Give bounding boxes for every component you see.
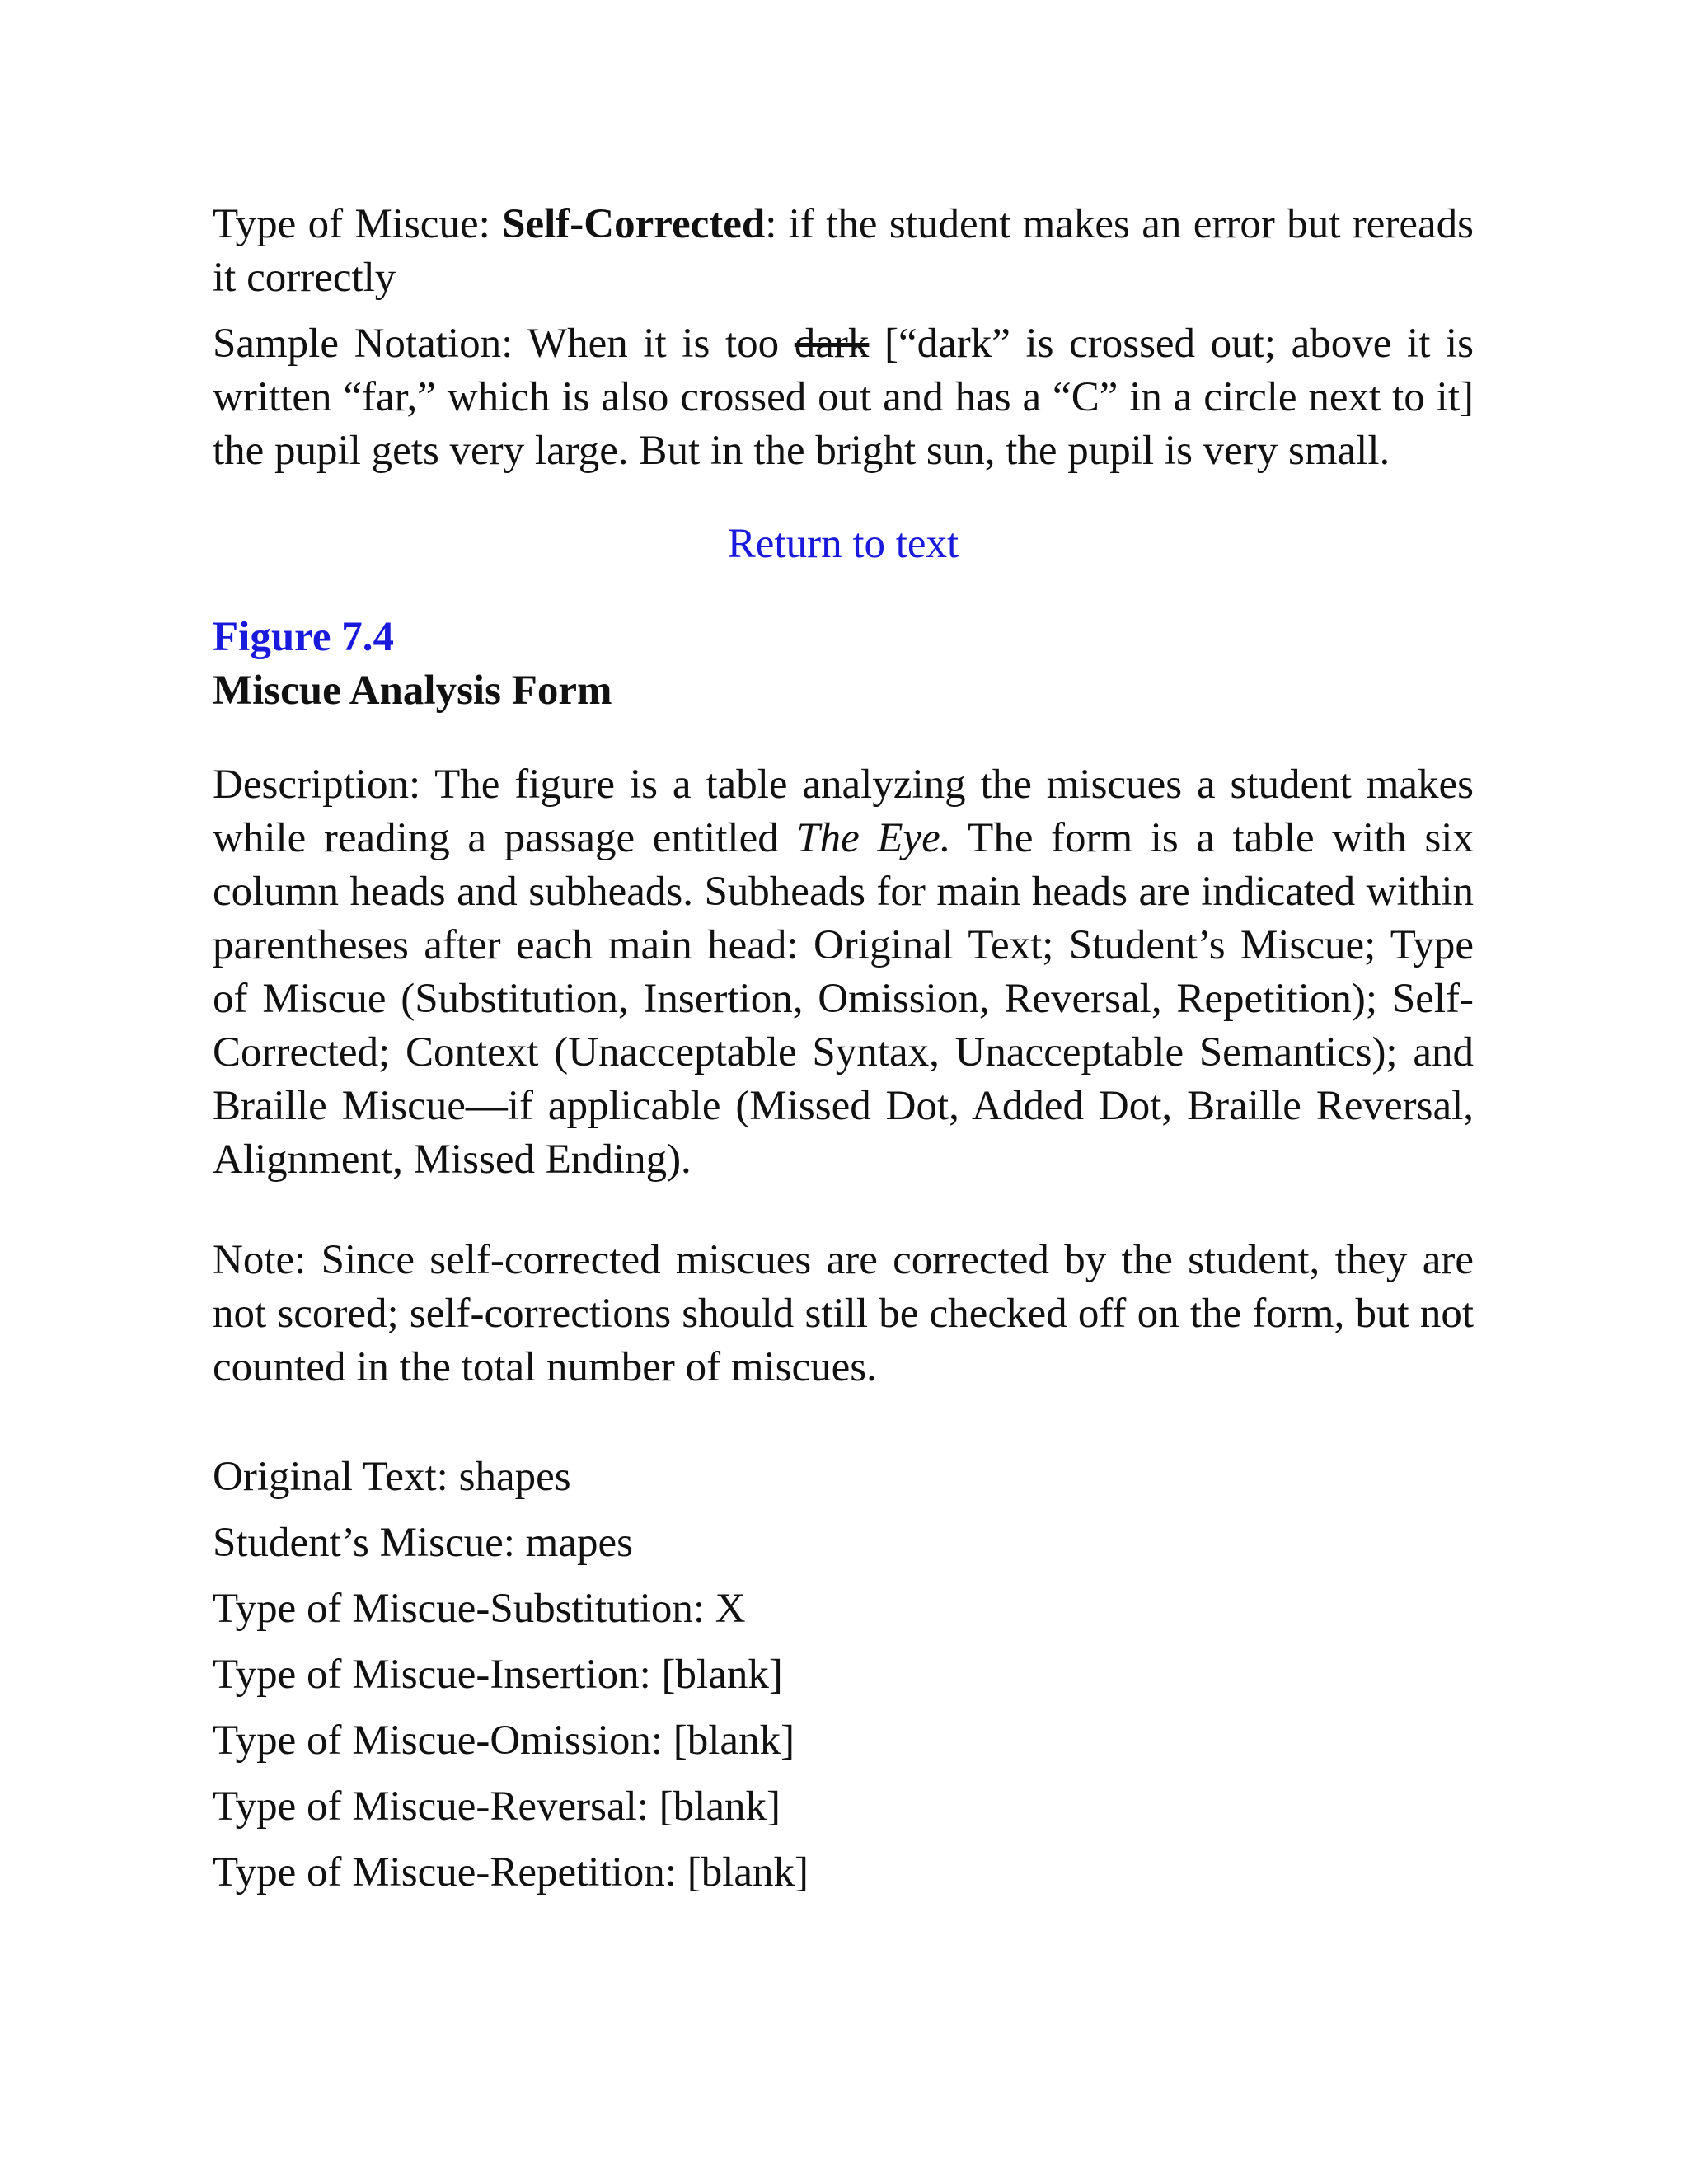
- document-page: [213, 198, 1474, 1912]
- passage-title: The Eye.: [796, 815, 951, 861]
- field-original-text: Original Text: shapes: [213, 1454, 571, 1500]
- return-link-row: [213, 518, 1474, 571]
- form-fields-list: [213, 1451, 1474, 1900]
- description-part-1: Description: The figure is a table analyzing the miscues a student makes while reading a passage entitled: [213, 762, 1474, 861]
- field-reversal: Type of Miscue-Reversal: [blank]: [213, 1783, 781, 1830]
- field-students-miscue: Student’s Miscue: mapes: [213, 1520, 633, 1566]
- sample-notation-paragraph: [213, 317, 1474, 478]
- figure-note: Note: Since self-corrected miscues are corrected by the student, they are not scored; self-corrections should still be checked off on the form, but not counted in the total number of miscues.: [213, 1237, 1474, 1390]
- miscue-type-paragraph: [213, 198, 1474, 305]
- miscue-type-description: : if the student makes an error but rereads it correctly: [213, 201, 1474, 301]
- field-substitution: Type of Miscue-Substitution: X: [213, 1586, 746, 1632]
- figure-label: Figure 7.4: [213, 614, 395, 660]
- description-part-2: The form is a table with six column heads and subheads. Subheads for main heads are indicated within parentheses after each main head: Original Text; Student’s Miscue; Type of Miscue (Substitution, Insertion, Omission, Reversal, Repetition); Self-Corrected; Context (Unacceptable Syntax, Unacceptable Semantics); and Braille Miscue—if applicable (Missed Dot, Added Dot, Braille Reversal, Alignment, Missed Ending).: [213, 815, 1474, 1183]
- crossed-out-word: dark: [794, 321, 870, 367]
- figure-description: [213, 758, 1474, 1187]
- sample-notation-lead: Sample Notation: When it is too: [213, 321, 795, 367]
- sample-notation-rest: [“dark” is crossed out; above it is written “far,” which is also crossed out and has a “C” in a circle next to it] the pupil gets very large. But in the bright sun, the pupil is very small.: [213, 321, 1474, 474]
- field-omission: Type of Miscue-Omission: [blank]: [213, 1718, 795, 1764]
- miscue-type-label: Type of Miscue:: [213, 201, 503, 247]
- miscue-type-value: Self-Corrected: [502, 201, 766, 247]
- field-repetition: Type of Miscue-Repetition: [blank]: [213, 1849, 809, 1896]
- return-to-text-link[interactable]: Return to text: [727, 521, 959, 567]
- figure-title: Miscue Analysis Form: [213, 668, 612, 714]
- field-insertion: Type of Miscue-Insertion: [blank]: [213, 1652, 783, 1698]
